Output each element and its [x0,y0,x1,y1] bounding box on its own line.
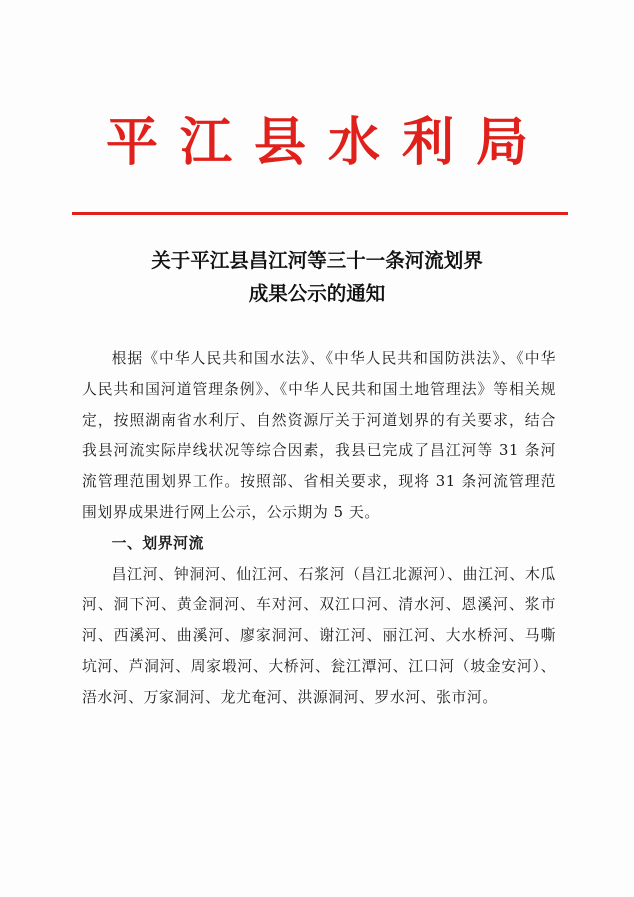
section-heading-rivers: 一、划界河流 [111,534,204,552]
notice-title-line-2: 成果公示的通知 [248,282,386,305]
notice-title-line-1: 关于平江县昌江河等三十一条河流划界 [151,249,483,272]
notice-body [82,344,556,714]
letterhead-red-divider [72,212,568,215]
river-list-paragraph: 昌江河、钟洞河、仙江河、石浆河（昌江北源河）、曲江河、木瓜河、洞下河、黄金洞河、车对河、双江口河、清水河、恩溪河、浆市河、西溪河、曲溪河、廖家洞河、谢江河、丽江河、大水桥河、马嘶坑河、芦洞河、周家塅河、大桥河、瓮江潭河、江口河（坡金安河）、浯水河、万家洞河、龙尤奄河、洪源洞河、罗水河、张市河。 [82,565,556,706]
letterhead-agency-name: 平江县水利局 [105,112,550,173]
intro-paragraph: 根据《中华人民共和国水法》、《中华人民共和国防洪法》、《中华人民共和国河道管理条例》、《中华人民共和国土地管理法》等相关规定，按照湖南省水利厅、自然资源厅关于河道划界的有关要求，结合我县河流实际岸线状况等综合因素，我县已完成了昌江河等 31 条河流管理范围划界工作。按照部、省相关要求，现将 31 条河流管理范围划界成果进行网上公示，公示期为 5 天。 [82,350,556,521]
notice-title [0,244,634,310]
